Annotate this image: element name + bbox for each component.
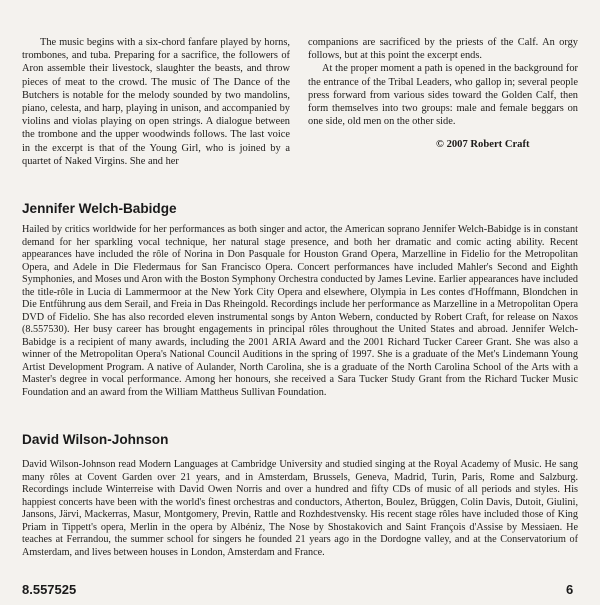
essay-paragraph-continued: companions are sacrificed by the priests of the Calf. An orgy follows, but at this point the excerpt ends. bbox=[308, 37, 578, 62]
essay-paragraph: The music begins with a six-chord fanfare played by horns, trombones, and tuba. Preparing for a sacrifice, the followers of Aron assemble their livestock, slaughter the beasts, and throw pieces of meat to the crowd. The music of The Dance of the Butchers is notable for the melody sounded by two mandolins, piano, celesta, and harp, playing in unison, and accompanied by violins and violas playing on open strings. A dialogue between the trombone and the upper woodwinds follows. The last voice in the excerpt is that of the Young Girl, who is joined by a quartet of Naked Virgins. She and her bbox=[22, 37, 290, 167]
page-number: 6 bbox=[566, 582, 574, 597]
catalog-number: 8.557525 bbox=[22, 582, 77, 597]
essay-right-column bbox=[308, 36, 578, 128]
section-heading-wilson-johnson: David Wilson-Johnson bbox=[22, 432, 169, 447]
section-heading-welch-babidge: Jennifer Welch-Babidge bbox=[22, 201, 177, 216]
biography-text: David Wilson-Johnson read Modern Languages at Cambridge University and studied singing at the Royal Academy of Music. He sang many rôles at Covent Garden over 21 years, and in Amsterdam, Brussels, Geneva, Madrid, Turin, Paris, Rome and Salzburg. Recordings include Winterreise with David Owen Norris and over a hundred and fifty CDs of music of all periods and styles. His happiest concerts have been with the world's finest orchestras and conductors, Atherton, Boulez, Brüggen, Colin Davis, Dutoit, Giulini, Jansons, Järvi, Mackerras, Masur, Montgomery, Previn, Rattle and Rozhdestvensky. His recent stage rôles have included those of King Priam in Tippett's opera, Merlin in the opera by Albéniz, The Nose by Shostakovich and Saint François d'Assise by Messiaen. He teaches at Ferrandou, the summer school for singers he founded 21 years ago in the Dordogne valley, and at the Conservatorium of Amsterdam, and lives between houses in London, Amsterdam and France. bbox=[22, 459, 578, 558]
biography-welch-babidge bbox=[22, 224, 578, 399]
biography-wilson-johnson bbox=[22, 459, 578, 559]
biography-text: Hailed by critics worldwide for her performances as both singer and actor, the American soprano Jennifer Welch-Babidge is in constant demand for her sparkling vocal technique, her natural stage presence, and both her dramatic and comic acting ability. Recent appearances have included the rôle of Norina in Don Pasquale for Houston Grand Opera, Marzelline in Fidelio for the Metropolitan Opera, and Adele in Die Fledermaus for San Francisco Opera. Concert performances have included Mahler's Second and Eighth Symphonies, and Moses und Aron with the Boston Symphony Orchestra conducted by James Levine. Earlier appearances have included the title-rôle in Lucia di Lammermoor at the New York City Opera and elsewhere, Olympia in Les contes d'Hoffmann, Blondchen in Die Entführung aus dem Serail, and Freia in Das Rheingold. Recordings include her performance as Marzelline in a Metropolitan Opera DVD of Fidelio. She has also recorded eleven instrumental songs by Anton Webern, conducted by Robert Craft, for release on Naxos (8.557530). Her busy career has brought engagements in principal rôles throughout the United States and abroad. Jennifer Welch-Babidge is a recipient of many awards, including the 2001 ARIA Award and the 2001 Richard Tucker Career Grant. She was also a winner of the Metropolitan Opera's National Council Auditions in the spring of 1997. She is a graduate of the Met's Lindemann Young Artist Development Program. A native of Aulander, North Carolina, she is a graduate of the North Carolina School of the Arts with a Master's degree in vocal performance. Among her honours, she received a Sara Tucker Study Grant from the Richard Tucker Music Foundation and an award from the William Mattheus Sullivan Foundation. bbox=[22, 224, 578, 398]
copyright-notice: © 2007 Robert Craft bbox=[436, 139, 530, 150]
essay-left-column bbox=[22, 36, 290, 168]
essay-paragraph-final: At the proper moment a path is opened in the background for the entrance of the Tribal Leaders, who gallop in; several people press forward from various sides toward the Golden Calf, then form themselves into two groups: male and female beggars on one side, old men on the other side. bbox=[308, 63, 578, 128]
